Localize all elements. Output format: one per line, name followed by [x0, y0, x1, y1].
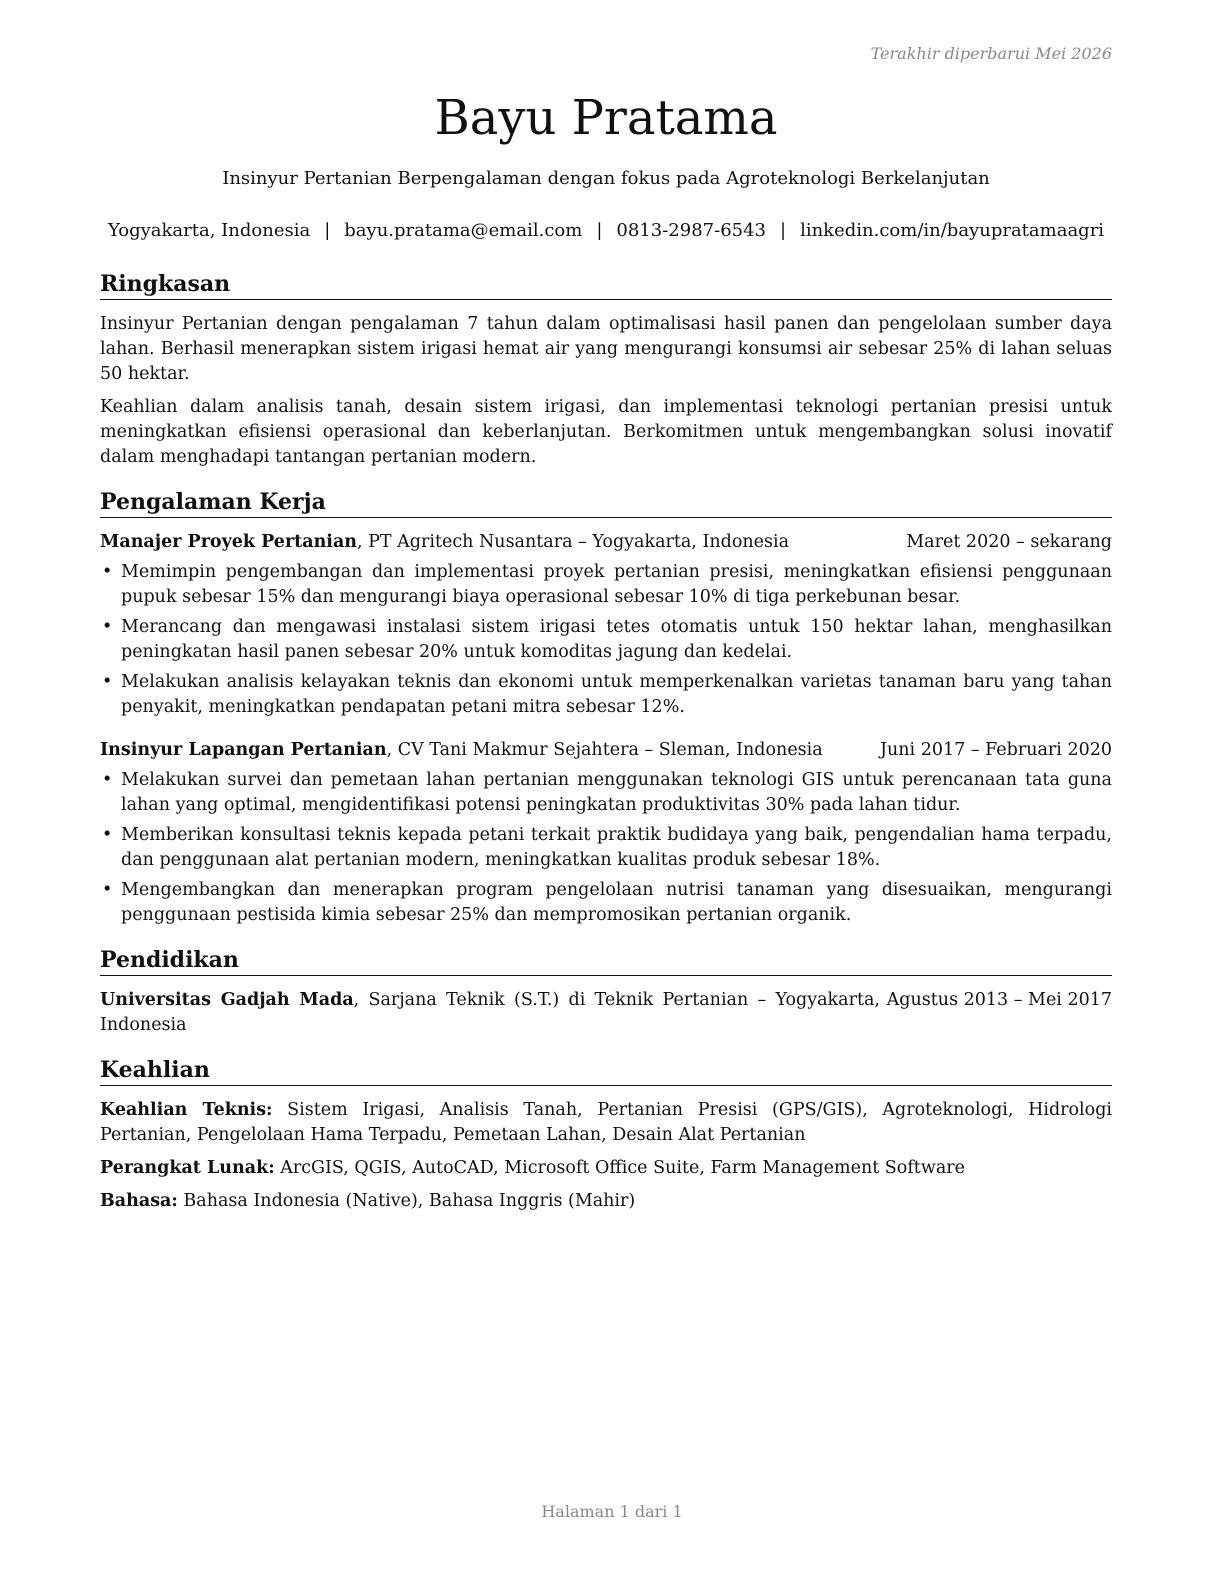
last-updated-note: Terakhir diperbarui Mei 2026 — [870, 44, 1112, 63]
skill-value: Sistem Irigasi, Analisis Tanah, Pertanian Presisi (GPS/GIS), Agroteknologi, Hidrologi Pertanian, Pengelolaan Hama Terpadu, Pemetaan Lahan, Desain Alat Pertanian — [100, 1100, 1112, 1145]
section-title-summary: Ringkasan — [100, 270, 1112, 300]
job-bullet: • Melakukan survei dan pemetaan lahan pertanian menggunakan teknologi GIS untuk perencanaan tata guna lahan yang optimal, mengidentifikasi potensi peningkatan produktivitas 30% pada lahan tidur. — [100, 768, 1112, 818]
contact-phone: 0813-2987-6543 — [616, 220, 766, 241]
job-company: , PT Agritech Nusantara – Yogyakarta, Indonesia — [357, 532, 790, 552]
skill-label: Bahasa: — [100, 1191, 178, 1211]
education-dates: Agustus 2013 – Mei 2017 — [886, 990, 1112, 1010]
job-bullet: • Mengembangkan dan menerapkan program pengelolaan nutrisi tanaman yang disesuaikan, mengurangi penggunaan pestisida kimia sebesar 25% dan mempromosikan pertanian organik. — [100, 878, 1112, 928]
page-number-footer: Halaman 1 dari 1 — [541, 1502, 683, 1521]
education-entry — [100, 988, 1112, 1038]
skill-value: Bahasa Indonesia (Native), Bahasa Inggris (Mahir) — [177, 1191, 636, 1211]
job-header — [100, 738, 1112, 763]
job-bullet: • Merancang dan mengawasi instalasi sistem irigasi tetes otomatis untuk 150 hektar lahan, menghasilkan peningkatan hasil panen sebesar 20% untuk komoditas jagung dan kedelai. — [100, 615, 1112, 665]
candidate-name: Bayu Pratama — [434, 90, 778, 146]
job-role: Manajer Proyek Pertanian — [100, 532, 358, 552]
skill-line — [100, 1098, 1112, 1148]
contact-location: Yogyakarta, Indonesia — [107, 220, 311, 241]
job-bullet: • Melakukan analisis kelayakan teknis dan ekonomi untuk memperkenalkan varietas tanaman baru yang tahan penyakit, meningkatkan pendapatan petani mitra sebesar 12%. — [100, 670, 1112, 720]
job-dates: Maret 2020 – sekarang — [906, 532, 1112, 552]
contact-line — [90, 219, 1122, 243]
job-role-company — [100, 738, 823, 763]
skill-value: ArcGIS, QGIS, AutoCAD, Microsoft Office Suite, Farm Management Software — [274, 1158, 965, 1178]
section-title-education: Pendidikan — [100, 946, 1112, 976]
contact-separator: | — [324, 220, 331, 241]
skill-label: Keahlian Teknis: — [100, 1100, 273, 1120]
job-entry — [100, 530, 1112, 720]
job-entry — [100, 738, 1112, 928]
summary-section — [100, 270, 1112, 470]
experience-section — [100, 488, 1112, 928]
skills-section — [100, 1056, 1112, 1214]
education-school: Universitas Gadjah Mada — [100, 990, 354, 1010]
contact-linkedin[interactable]: linkedin.com/in/bayupratamaagri — [800, 220, 1105, 241]
job-bullet: • Memimpin pengembangan dan implementasi proyek pertanian presisi, meningkatkan efisiensi penggunaan pupuk sebesar 15% dan mengurangi biaya operasional sebesar 10% di tiga perkebunan besar. — [100, 560, 1112, 610]
candidate-tagline: Insinyur Pertanian Berpengalaman dengan fokus pada Agroteknologi Berkelanjutan — [222, 168, 990, 189]
job-bullets — [100, 560, 1112, 720]
job-role-company — [100, 530, 789, 555]
education-section — [100, 946, 1112, 1038]
job-dates: Juni 2017 – Februari 2020 — [879, 740, 1112, 760]
education-degree: , Sarjana Teknik (S.T.) di Teknik Pertanian – Yogyakarta, Indonesia — [100, 990, 880, 1035]
section-title-skills: Keahlian — [100, 1056, 1112, 1086]
resume-content — [100, 270, 1112, 1232]
job-header — [100, 530, 1112, 555]
contact-separator: | — [596, 220, 603, 241]
job-bullet: • Memberikan konsultasi teknis kepada petani terkait praktik budidaya yang baik, pengendalian hama terpadu, dan penggunaan alat pertanian modern, meningkatkan kualitas produk sebesar 18%. — [100, 823, 1112, 873]
skill-line — [100, 1156, 1112, 1181]
skill-label: Perangkat Lunak: — [100, 1158, 275, 1178]
summary-paragraph: Keahlian dalam analisis tanah, desain sistem irigasi, dan implementasi teknologi pertanian presisi untuk meningkatkan efisiensi operasional dan keberlanjutan. Berkomitmen untuk mengembangkan solusi inovatif dalam menghadapi tantangan pertanian modern. — [100, 397, 1112, 467]
contact-separator: | — [780, 220, 787, 241]
skill-line — [100, 1189, 1112, 1214]
job-role: Insinyur Lapangan Pertanian — [100, 740, 387, 760]
contact-email[interactable]: bayu.pratama@email.com — [344, 220, 583, 241]
job-company: , CV Tani Makmur Sejahtera – Sleman, Indonesia — [386, 740, 823, 760]
section-title-experience: Pengalaman Kerja — [100, 488, 1112, 518]
job-bullets — [100, 768, 1112, 928]
summary-paragraph: Insinyur Pertanian dengan pengalaman 7 tahun dalam optimalisasi hasil panen dan pengelolaan sumber daya lahan. Berhasil menerapkan sistem irigasi hemat air yang mengurangi konsumsi air sebesar 25% di lahan seluas 50 hektar. — [100, 314, 1112, 384]
education-detail — [100, 988, 880, 1038]
